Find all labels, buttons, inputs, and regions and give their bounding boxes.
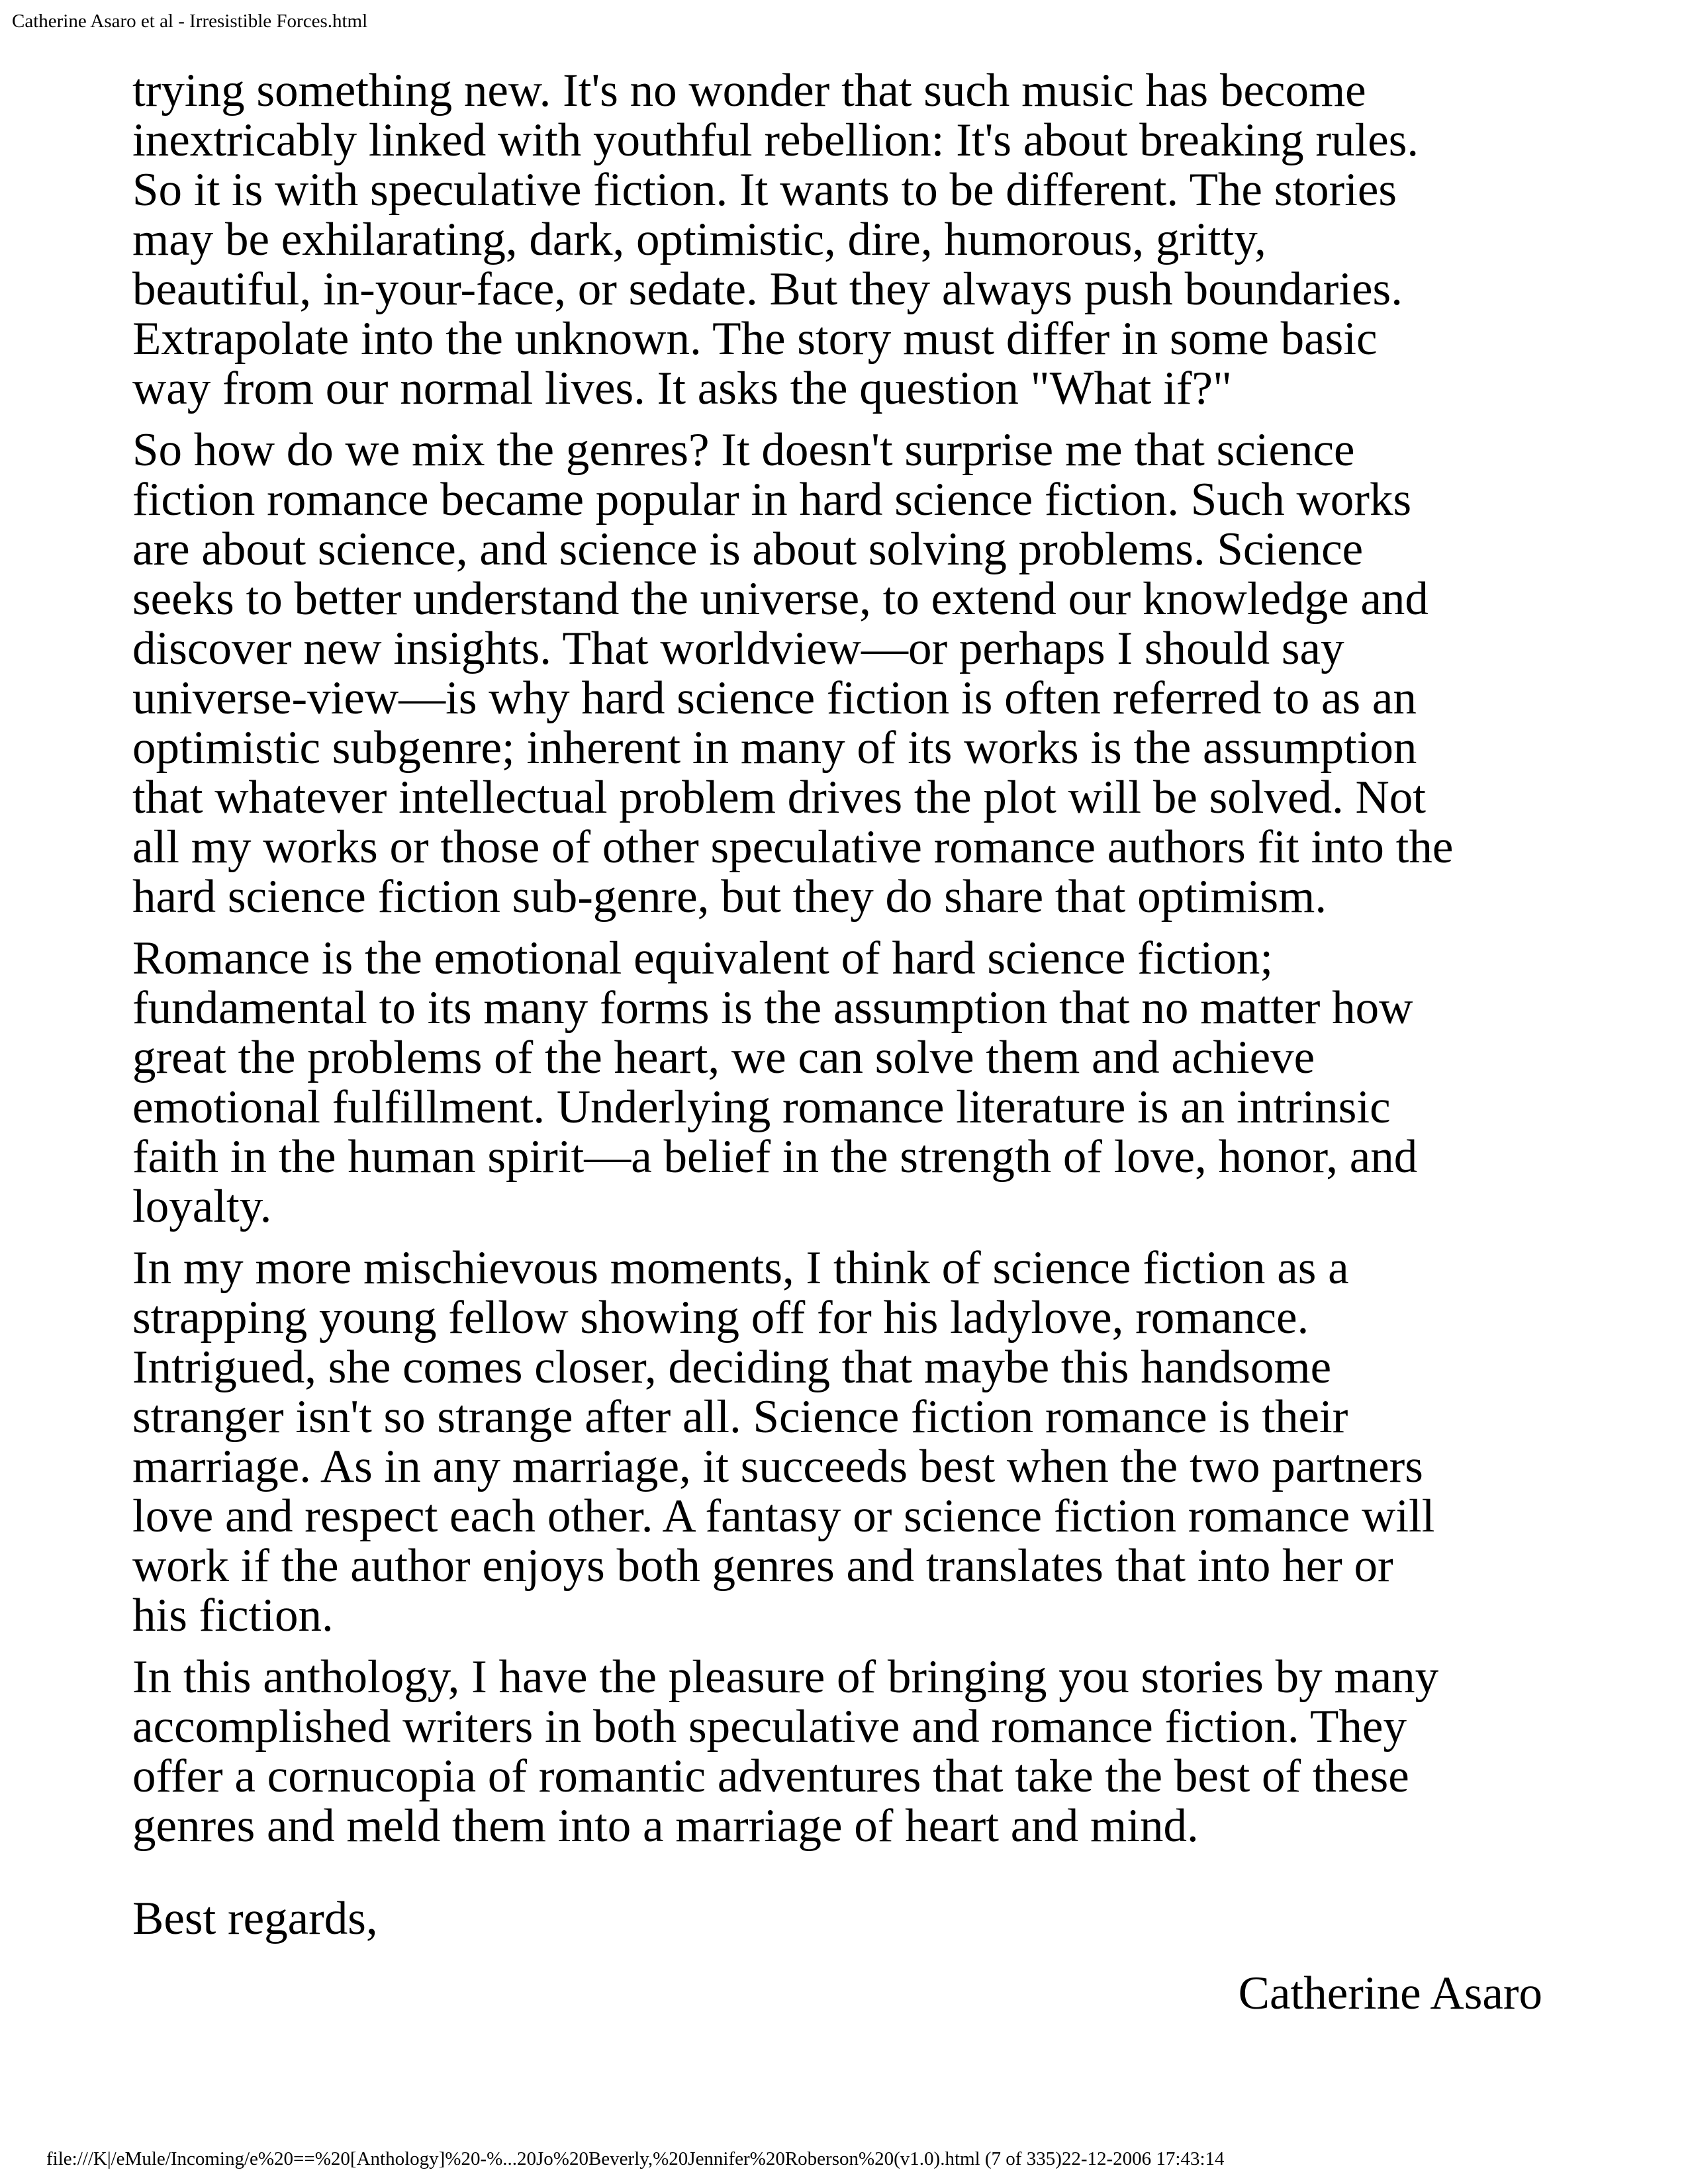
text-line: fundamental to its many forms is the assumption that no matter how	[132, 982, 1413, 1034]
text-line: beautiful, in-your-face, or sedate. But they always push boundaries.	[132, 263, 1403, 315]
text-line: strapping young fellow showing off for his ladylove, romance.	[132, 1292, 1309, 1343]
text-line: marriage. As in any marriage, it succeeds best when the two partners	[132, 1441, 1423, 1492]
text-line: optimistic subgenre; inherent in many of its works is the assumption	[132, 722, 1417, 774]
text-line: discover new insights. That worldview—or perhaps I should say	[132, 623, 1344, 674]
text-line: genres and meld them into a marriage of heart and mind.	[132, 1800, 1199, 1852]
paragraph-5	[132, 1653, 1589, 1851]
page-header-title: Catherine Asaro et al - Irresistible Forces.html	[12, 11, 368, 32]
text-line: accomplished writers in both speculative and romance fiction. They	[132, 1701, 1407, 1752]
text-line: So how do we mix the genres? It doesn't surprise me that science	[132, 424, 1355, 476]
text-line: seeks to better understand the universe, to extend our knowledge and	[132, 573, 1429, 625]
text-line: fiction romance became popular in hard science fiction. Such works	[132, 474, 1412, 525]
text-line: his fiction.	[132, 1590, 334, 1641]
closing-salutation: Best regards,	[132, 1893, 378, 1944]
text-line: Extrapolate into the unknown. The story must differ in some basic	[132, 313, 1378, 365]
paragraph-1	[132, 66, 1589, 414]
paragraph-4	[132, 1244, 1589, 1641]
text-line: loyalty.	[132, 1181, 272, 1232]
text-line: stranger isn't so strange after all. Science fiction romance is their	[132, 1391, 1348, 1443]
text-line: work if the author enjoys both genres and translates that into her or	[132, 1540, 1393, 1592]
text-line: trying something new. It's no wonder that such music has become	[132, 65, 1366, 116]
text-line: may be exhilarating, dark, optimistic, dire, humorous, gritty,	[132, 214, 1266, 265]
text-line: love and respect each other. A fantasy or science fiction romance will	[132, 1490, 1435, 1542]
text-line: are about science, and science is about solving problems. Science	[132, 523, 1364, 575]
text-line: Romance is the emotional equivalent of hard science fiction;	[132, 933, 1274, 984]
text-line: emotional fulfillment. Underlying romance literature is an intrinsic	[132, 1081, 1391, 1133]
text-line: inextricably linked with youthful rebellion: It's about breaking rules.	[132, 114, 1419, 166]
page-footer-path: file:///K|/eMule/Incoming/e%20==%20[Anthology]%20-%...20Jo%20Beverly,%20Jennifer%20Roberson%20(v1.0).html (7 of 335)22-12-2006 17:43:14	[46, 2148, 1225, 2169]
text-line: offer a cornucopia of romantic adventures that take the best of these	[132, 1751, 1409, 1802]
text-line: way from our normal lives. It asks the question "What if?"	[132, 363, 1232, 414]
author-signature: Catherine Asaro	[1238, 1968, 1542, 2019]
text-line: all my works or those of other speculative romance authors fit into the	[132, 821, 1454, 873]
text-line: that whatever intellectual problem drives the plot will be solved. Not	[132, 772, 1426, 823]
text-line: faith in the human spirit—a belief in the strength of love, honor, and	[132, 1131, 1418, 1183]
text-line: In my more mischievous moments, I think of science fiction as a	[132, 1242, 1349, 1294]
text-line: In this anthology, I have the pleasure of bringing you stories by many	[132, 1651, 1439, 1703]
text-line: hard science fiction sub-genre, but they do share that optimism.	[132, 871, 1327, 923]
paragraph-3	[132, 934, 1589, 1232]
text-line: great the problems of the heart, we can solve them and achieve	[132, 1032, 1315, 1083]
text-line: Intrigued, she comes closer, deciding that maybe this handsome	[132, 1342, 1332, 1393]
paragraph-2	[132, 426, 1589, 922]
document-body	[132, 66, 1589, 1863]
text-line: So it is with speculative fiction. It wants to be different. The stories	[132, 164, 1397, 216]
text-line: universe-view—is why hard science fiction is often referred to as an	[132, 672, 1417, 724]
